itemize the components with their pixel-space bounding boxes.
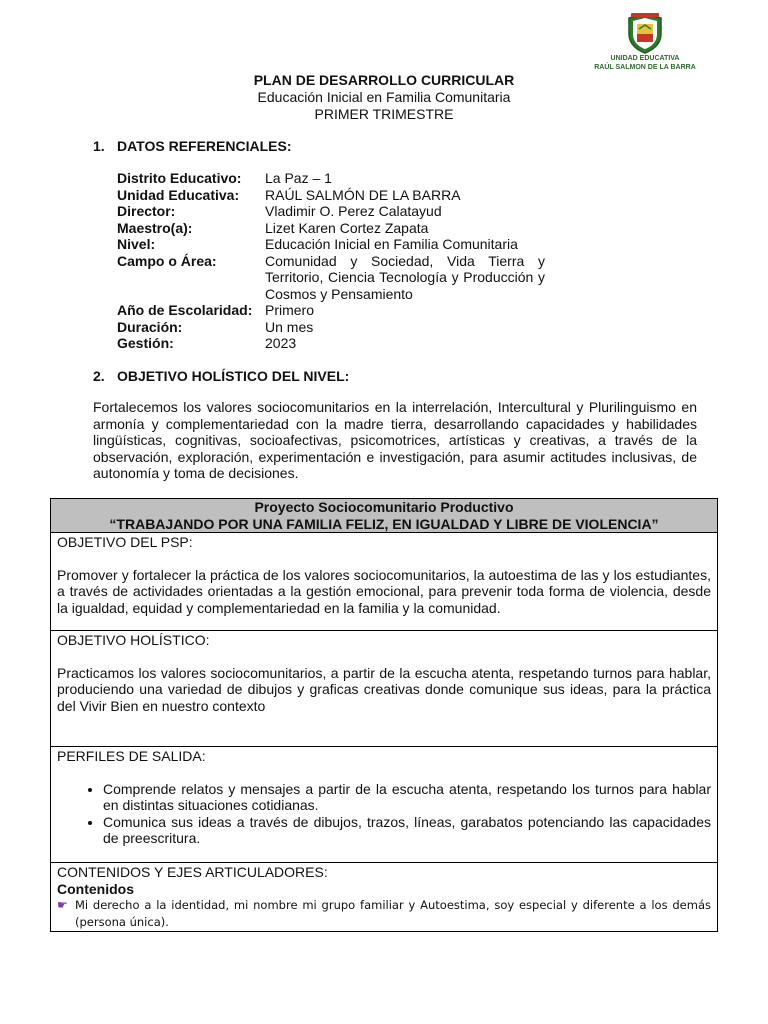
contents-cell [51, 863, 717, 931]
datos-row [117, 170, 557, 187]
datos-value: Lizet Karen Cortez Zapata [265, 219, 429, 236]
datos-label: Gestión: [117, 335, 174, 351]
exit-profiles-label: PERFILES DE SALIDA: [57, 748, 206, 764]
contents-label: CONTENIDOS Y EJES ARTICULADORES: [57, 864, 328, 880]
logo-line1: UNIDAD EDUCATIVA [610, 55, 680, 62]
datos-label: Año de Escolaridad: [117, 302, 253, 318]
datos-label: Nivel: [117, 236, 156, 252]
section-title: OBJETIVO HOLÍSTICO DEL NIVEL: [117, 368, 350, 384]
datos-row [117, 302, 557, 319]
section-title: DATOS REFERENCIALES: [117, 138, 292, 154]
list-item [57, 897, 711, 931]
exit-profiles-cell [51, 747, 717, 863]
datos-row [117, 203, 557, 220]
datos-row [117, 319, 557, 336]
document-subtitle: Educación Inicial en Familia Comunitaria [257, 89, 511, 105]
section-number: 1. [93, 138, 105, 154]
psp-objective-cell [51, 533, 717, 631]
datos-row [117, 220, 557, 237]
datos-value: 2023 [265, 335, 297, 351]
psp-objective-label: OBJETIVO DEL PSP: [57, 534, 193, 550]
datos-value: Vladimir O. Perez Calatayud [265, 203, 442, 219]
datos-value: La Paz – 1 [265, 170, 332, 186]
datos-label: Unidad Educativa: [117, 186, 240, 203]
contents-title: Contenidos [57, 880, 134, 897]
datos-value: Un mes [265, 318, 314, 335]
contents-item-text: Mi derecho a la identidad, mi nombre mi grupo familiar y Autoestima, soy especial y diferente a los demás (persona única). [75, 898, 711, 929]
holistic-objective-text: Practicamos los valores sociocomunitarios, a partir de la escucha atenta, respetando turnos para hablar, produciendo una variedad de dibujos y graficas creativas donde comunique sus ideas, para la práctica del Vivir Bien en nuestro contexto [57, 664, 711, 714]
school-logo [590, 12, 700, 72]
datos-value: Educación Inicial en Familia Comunitaria [265, 236, 518, 252]
datos-row [117, 187, 557, 204]
document-term: PRIMER TRIMESTRE [314, 106, 454, 122]
datos-label: Director: [117, 203, 176, 219]
psp-objective-text: Promover y fortalecer la práctica de los valores sociocomunitarios, la autoestima de las y los estudiantes, a través de actividades orientadas a la gestión emocional, para prevenir toda forma de violencia, desde la igualdad, equidad y complementariedad en la familia y la comunidad. [57, 566, 711, 616]
psp-table-header [51, 499, 717, 533]
datos-value: Primero [265, 302, 315, 318]
holistic-objective-cell [51, 631, 717, 747]
datos-row [117, 253, 557, 303]
datos-row [117, 335, 557, 352]
datos-value: RAÚL SALMÓN DE LA BARRA [265, 186, 461, 203]
datos-referenciales [117, 170, 557, 352]
datos-value: Comunidad y Sociedad, Vida Tierra y Territorio, Ciencia Tecnología y Producción y Cosmos y Pensamiento [265, 252, 545, 302]
datos-label: Distrito Educativo: [117, 170, 242, 186]
datos-label: Duración: [117, 318, 183, 335]
exit-profiles-list [57, 781, 711, 847]
logo-line2: RAÚL SALMON DE LA BARRA [594, 64, 696, 71]
pointing-hand-icon: ☛ [57, 898, 68, 912]
psp-table [50, 498, 718, 932]
objetivo-nivel-text: Fortalecemos los valores sociocomunitarios en la interrelación, Intercultural y Plurilinguismo en armonía y complementariedad con la madre tierra, desarrollando capacidades y habilidades lingüísticas, cognitivas, socioafectivas, psicomotrices, artísticas y creativas, a través de la observación, exploración, experimentación e investigación, para asumir actitudes inclusivas, de autonomía y toma de decisiones. [93, 399, 697, 481]
datos-row [117, 236, 557, 253]
list-item: • Comunica sus ideas a través de dibujos, trazos, líneas, garabatos potenciando las capacidades de preescritura. [103, 814, 711, 847]
holistic-objective-label: OBJETIVO HOLÍSTICO: [57, 632, 210, 648]
section-number: 2. [93, 368, 105, 384]
list-item: • Comprende relatos y mensajes a partir de la escucha atenta, respetando los turnos para hablar en distintas situaciones cotidianas. [103, 781, 711, 814]
school-shield-icon [625, 12, 665, 54]
datos-label: Campo o Área: [117, 252, 217, 269]
psp-title: Proyecto Sociocomunitario Productivo [254, 499, 514, 515]
psp-project-name: “TRABAJANDO POR UNA FAMILIA FELIZ, EN IGUALDAD Y LIBRE DE VIOLENCIA” [109, 515, 659, 532]
section-datos-heading [93, 138, 292, 154]
section-objetivo-heading [93, 368, 349, 384]
document-title: PLAN DE DESARROLLO CURRICULAR [253, 72, 515, 88]
datos-label: Maestro(a): [117, 219, 193, 236]
